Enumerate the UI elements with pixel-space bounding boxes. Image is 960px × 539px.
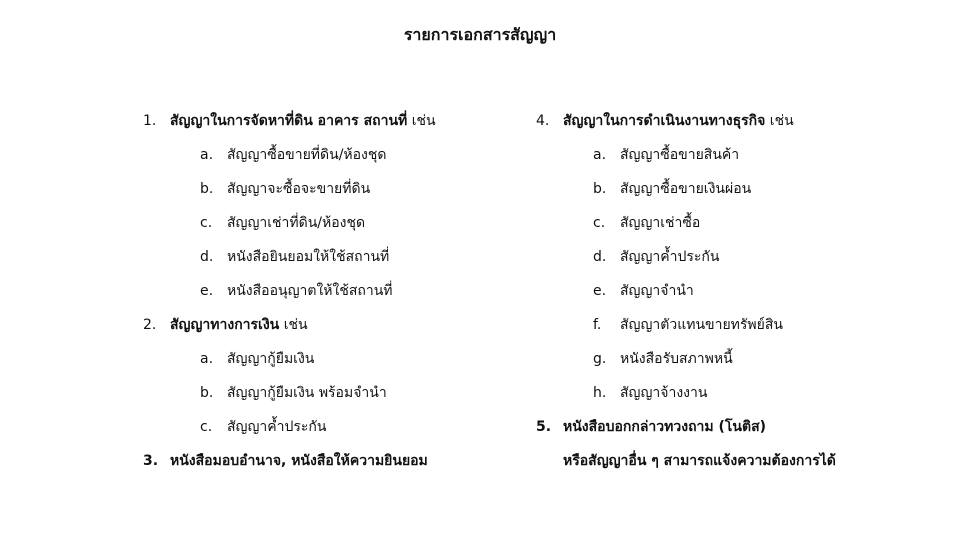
subitem-text: สัญญาเช่าที่ดิน/ห้องชุด — [227, 215, 366, 231]
subitem-text: หนังสือรับสภาพหนี้ — [620, 351, 733, 367]
subitem-letter: b. — [200, 181, 214, 197]
subitem-text: สัญญากู้ยืมเงิน — [227, 351, 315, 367]
subitem-letter: c. — [200, 215, 213, 231]
item-heading: สัญญาในการดำเนินงานทางธุรกิจ เช่น — [563, 113, 794, 129]
subitem-text: สัญญาจ้างงาน — [620, 385, 708, 401]
item-number: 1. — [143, 113, 157, 129]
item-number: 4. — [536, 113, 550, 129]
subitem-letter: b. — [200, 385, 214, 401]
subitem-text: สัญญากู้ยืมเงิน พร้อมจำนำ — [227, 385, 387, 401]
item-heading: หนังสือมอบอำนาจ, หนังสือให้ความยินยอม — [170, 453, 428, 469]
subitem-text: สัญญาค้ำประกัน — [227, 419, 327, 435]
subitem-letter: d. — [593, 249, 607, 265]
subitem-text: สัญญาเช่าซื้อ — [620, 215, 701, 231]
subitem-letter: f. — [593, 317, 602, 333]
subitem-letter: d. — [200, 249, 214, 265]
subitem-letter: g. — [593, 351, 607, 367]
subitem-letter: a. — [200, 147, 214, 163]
item-number: 3. — [143, 453, 159, 469]
subitem-letter: a. — [593, 147, 607, 163]
item-suffix: เช่น — [765, 113, 794, 129]
page-title: รายการเอกสารสัญญา — [403, 25, 557, 44]
subitem-text: สัญญาค้ำประกัน — [620, 249, 720, 265]
subitem-letter: h. — [593, 385, 607, 401]
item-number: 2. — [143, 317, 157, 333]
subitem-letter: e. — [200, 283, 214, 299]
subitem-text: หนังสือยินยอมให้ใช้สถานที่ — [227, 249, 390, 265]
item-heading: หนังสือบอกกล่าวทวงถาม (โนติส) — [563, 419, 767, 435]
item-heading-continuation: หรือสัญญาอื่น ๆ สามารถแจ้งความต้องการได้ — [563, 453, 836, 469]
subitem-text: สัญญาซื้อขายที่ดิน/ห้องชุด — [227, 147, 387, 163]
subitem-text: หนังสืออนุญาตให้ใช้สถานที่ — [227, 283, 393, 299]
item-heading: สัญญาในการจัดหาที่ดิน อาคาร สถานที่ เช่น — [170, 113, 436, 129]
subitem-letter: b. — [593, 181, 607, 197]
subitem-text: สัญญาซื้อขายเงินผ่อน — [620, 181, 752, 197]
subitem-text: สัญญาตัวแทนขายทรัพย์สิน — [620, 317, 783, 333]
subitem-text: สัญญาซื้อขายสินค้า — [620, 147, 740, 163]
subitem-text: สัญญาจำนำ — [620, 283, 694, 299]
item-suffix: เช่น — [407, 113, 436, 129]
subitem-text: สัญญาจะซื้อจะขายที่ดิน — [227, 181, 371, 197]
subitem-letter: a. — [200, 351, 214, 367]
item-heading: สัญญาทางการเงิน เช่น — [170, 317, 308, 333]
subitem-letter: c. — [200, 419, 213, 435]
item-suffix: เช่น — [279, 317, 308, 333]
subitem-letter: c. — [593, 215, 606, 231]
subitem-letter: e. — [593, 283, 607, 299]
item-number: 5. — [536, 419, 552, 435]
